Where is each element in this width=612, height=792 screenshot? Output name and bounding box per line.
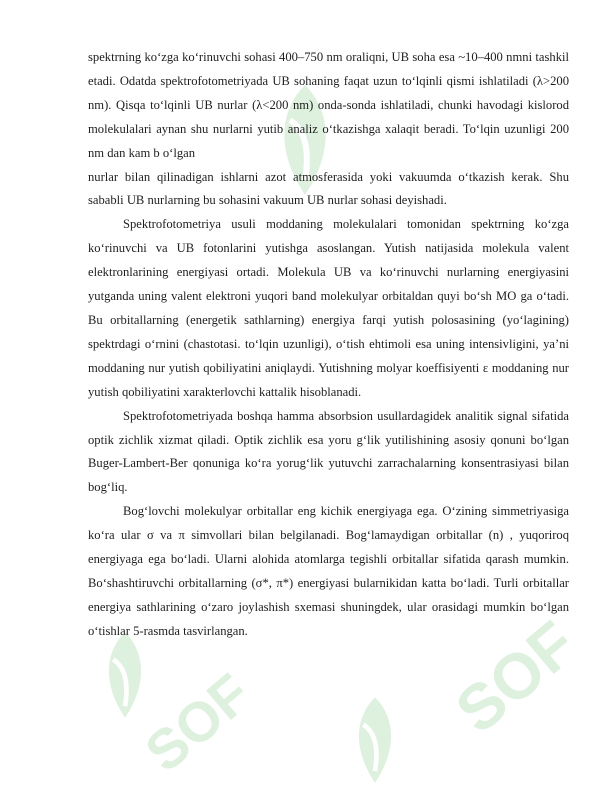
leaf-logo-icon — [340, 690, 410, 790]
paragraph: Spektrofotometriya usuli moddaning molekulalari tomonidan spektrning ko‘zga ko‘rinuvchi va UB fotonlarini yutishga asoslangan. Yutish natijasida molekula valent elektronlarining energiyasi ortadi. Molekula UB va ko‘rinuvchi nurlarning energiyasini yutganda uning valent elektroni yuqori band molekulyar orbitaldan quyi bo‘sh MO ga o‘tadi. Bu orbitallarning (energetik sathlarning) energiya farqi yutish polosasining (yo‘lagining) spektrdagi o‘rnini (chastotasi. to‘lqin uzunligi), o‘tish ehtimoli esa uning intensivligini, ya’ni moddaning nur yutish qobiliyatini aniqlaydi. Yutishning molyar koeffisiyenti ε moddaning nur yutish qobiliyatini xarakterlovchi kattalik hisoblanadi. — [88, 217, 569, 399]
paragraph: Bog‘lovchi molekulyar orbitallar eng kichik energiyaga ega. O‘zining simmetriyasiga ko‘ra ular σ va π simvollari bilan belgilanadi. Bog‘lamaydigan orbitallar (n) , yuqoriroq energiyaga ega bo‘ladi. Ularni alohida atomlarga tegishli orbitallar sifatida qarash mumkin. Bo‘shashtiruvchi orbitallarning (σ*, π*) energiyasi bularnikidan katta bo‘ladi. Turli orbitallar energiya sathlarining o‘zaro joylashish sxemasi shuningdek, ular orasidagi mumkin bo‘lgan o‘tishlar 5-rasmda tasvirlangan. — [88, 504, 569, 638]
paragraph: nurlar bilan qilinadigan ishlarni azot atmosferasida yoki vakuumda o‘tkazish kerak. Shu sababli UB nurlarning bu sohasini vakuum UB nurlar sohasi deyishadi. — [88, 169, 569, 208]
body-text — [88, 46, 569, 644]
watermark-text: SOF — [133, 661, 262, 784]
paragraph: Spektrofotometriyada boshqa hamma absorbsion usullardagidek analitik signal sifatida optik zichlik xizmat qiladi. Optik zichlik esa yoru g‘lik yutilishining asosiy qonuni bo‘lgan Buger-Lambert-Ber qonuniga ko‘ra yorug‘lik yutuvchi zarrachalarning konsentrasiyasi bilan bog‘liq. — [88, 408, 569, 495]
paragraph: spektrning ko‘zga ko‘rinuvchi sohasi 400–750 nm oraliqni, UB soha esa ~10–400 nmni tashkil etadi. Odatda spektrofotometriyada UB sohaning faqat uzun to‘lqinli qismi ishlatiladi (λ>200 nm). Qisqa to‘lqinli UB nurlar (λ<200 nm) onda-sonda ishlatiladi, chunki havodagi kislorod molekulalari aynan shu nurlarni yutib analiz o‘tkazishga xalaqit beradi. To‘lqin uzunligi 200 nm dan kam b o‘lgan — [88, 50, 569, 160]
watermark-text: SOF — [442, 607, 590, 747]
